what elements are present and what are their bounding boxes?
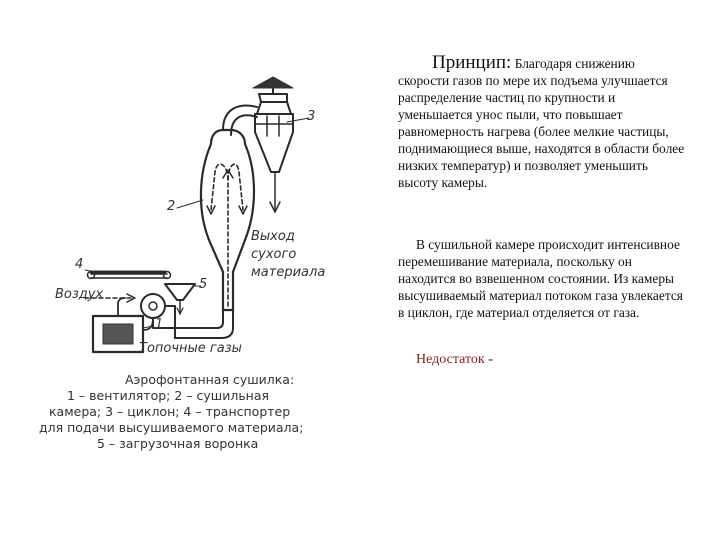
label-2: 2 bbox=[167, 199, 176, 214]
label-5: 5 bbox=[199, 277, 208, 292]
caption-line: 5 – загрузочная воронка bbox=[97, 436, 259, 451]
loading-hopper bbox=[165, 284, 195, 300]
cyclone-top bbox=[259, 94, 287, 102]
cyclone-hood bbox=[253, 77, 293, 88]
label-exit-1: Выход bbox=[251, 229, 295, 244]
paragraph-chamber: В сушильной камере происходит интенсивное перемешивание материала, поскольку он находится во взвешенном состоянии. Из камеры высушиваемый материал потоком газа увлекается в циклон, где материал отделяется от газа. bbox=[398, 237, 683, 320]
cyclone bbox=[255, 114, 293, 172]
principle-text: скорости газов по мере их подъема улучшается распределение частиц по крупности и уменьшается унос пыли, что повышает равномерность нагрева (более мелкие частицы, поднимающиеся выше, находятся в области более низких температур) и позволяет уменьшить высоту камеры. bbox=[398, 73, 685, 190]
principle-block bbox=[398, 54, 688, 191]
label-3: 3 bbox=[307, 109, 316, 124]
principle-heading: Принцип: bbox=[432, 52, 512, 73]
label-exit-2: сухого bbox=[251, 247, 297, 262]
label-air: Воздух bbox=[55, 287, 104, 302]
label-flue-gases: Топочные газы bbox=[139, 341, 242, 356]
principle-first-line: Благодаря снижению bbox=[514, 56, 635, 71]
caption-line: для подачи высушиваемого материала; bbox=[39, 420, 304, 435]
caption-line: Аэрофонтанная сушилка: bbox=[125, 372, 295, 387]
shortcoming-dash: - bbox=[484, 352, 493, 367]
label-4: 4 bbox=[75, 257, 84, 272]
label-exit-3: материала bbox=[251, 265, 326, 280]
shortcoming-line bbox=[416, 352, 493, 368]
caption-line: 1 – вентилятор; 2 – сушильная bbox=[67, 388, 270, 403]
shortcoming-word: Недостаток bbox=[416, 352, 485, 367]
caption-line: камера; 3 – циклон; 4 – транспортер bbox=[49, 404, 291, 419]
dryer-figure bbox=[25, 60, 370, 470]
label-1: 1 bbox=[155, 317, 164, 332]
fan bbox=[141, 294, 165, 318]
